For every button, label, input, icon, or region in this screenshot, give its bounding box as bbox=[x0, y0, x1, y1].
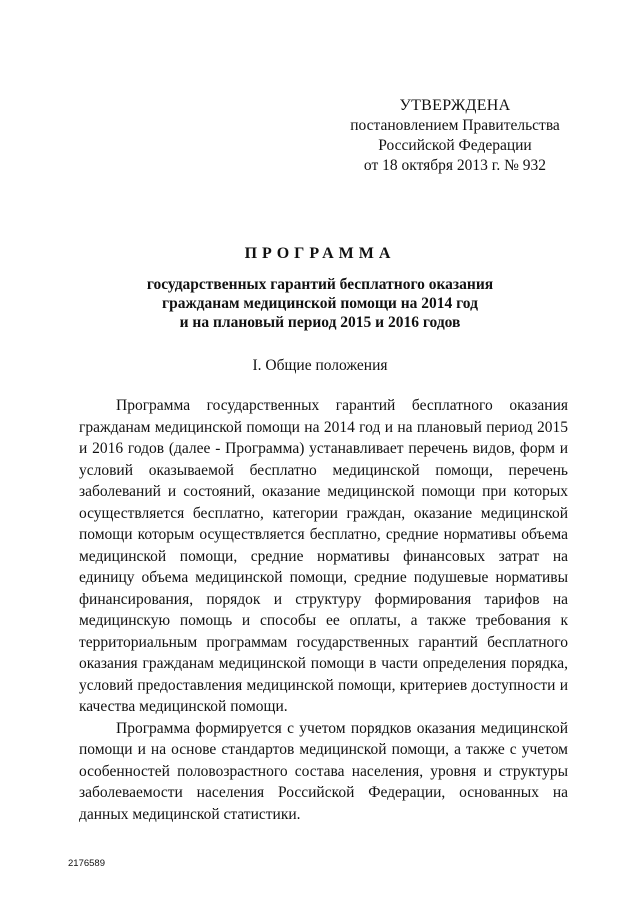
subtitle-line: и на плановый период 2015 и 2016 годов bbox=[179, 314, 461, 331]
approval-block bbox=[340, 96, 570, 176]
section-heading: I. Общие положения bbox=[252, 357, 388, 374]
document-body bbox=[79, 395, 568, 825]
subtitle-line: государственных гарантий бесплатного оказания bbox=[146, 276, 494, 293]
approval-line-2: Российской Федерации bbox=[378, 137, 532, 154]
body-paragraph: Программа государственных гарантий бесплатного оказания гражданам медицинской помощи на 2014 год и на плановый период 2015 и 2016 годов (далее - Программа) устанавливает перечень видов, форм и условий оказываемой бесплатно медицинской помощи, перечень заболеваний и состояний, оказание медицинской помощи при которых осуществляется бесплатно, категории граждан, оказание медицинской помощи которым осуществляется бесплатно, средние нормативы объема медицинской помощи, средние нормативы финансовых затрат на единицу объема медицинской помощи, средние подушевые нормативы финансирования, порядок и структуру формирования тарифов на медицинскую помощь и способы ее оплаты, а также требования к территориальным программам государственных гарантий бесплатного оказания гражданам медицинской помощи в части определения порядка, условий предоставления медицинской помощи, критериев доступности и качества медицинской помощи. bbox=[79, 397, 568, 715]
document-subtitle bbox=[60, 275, 580, 332]
approval-stamp: УТВЕРЖДЕНА bbox=[399, 97, 511, 114]
approval-line-1: постановлением Правительства bbox=[350, 117, 560, 134]
document-title: ПРОГРАММА bbox=[244, 245, 396, 262]
body-paragraph: Программа формируется с учетом порядков оказания медицинской помощи и на основе стандартов медицинской помощи, а также с учетом особенностей половозрастного состава населения, уровня и структуры заболеваемости населения Российской Федерации, основанных на данных медицинской статистики. bbox=[79, 719, 568, 823]
subtitle-line: гражданам медицинской помощи на 2014 год bbox=[162, 295, 478, 312]
footer-document-code: 2176589 bbox=[68, 858, 105, 869]
approval-line-3: от 18 октября 2013 г. № 932 bbox=[363, 157, 547, 174]
